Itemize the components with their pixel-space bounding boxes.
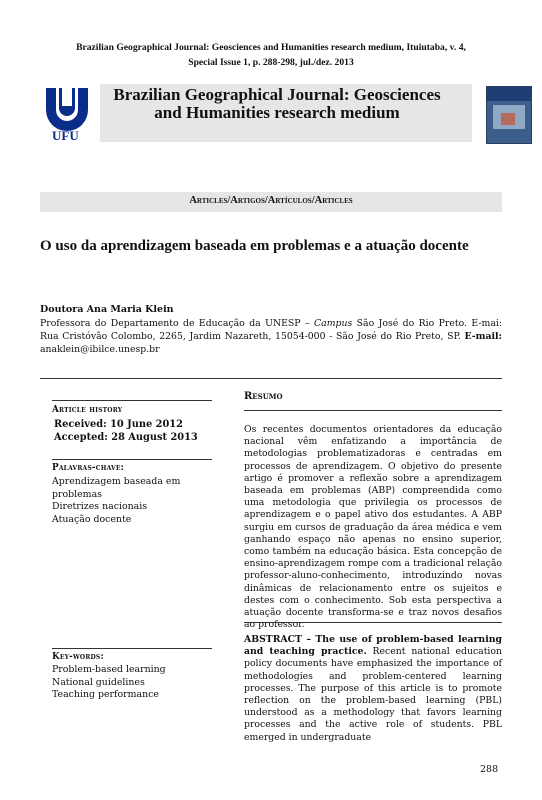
key-words-label: Key-words:: [52, 652, 104, 662]
divider: [52, 459, 212, 460]
email-label: E-mail:: [464, 331, 502, 342]
journal-title: Brazilian Geographical Journal: Geosciences and Humanities research medium: [113, 85, 441, 122]
author-name: Doutora Ana Maria Klein: [40, 304, 174, 315]
logo-text: UFU: [52, 128, 79, 143]
article-history-label: Article history: [52, 405, 123, 415]
affiliation-text: Professora do Departamento de Educação da UNESP –: [40, 318, 315, 329]
page-number: 288: [480, 764, 499, 775]
journal-header: [40, 84, 502, 145]
section-label: Articles/Artigos/Artículos/Articles: [189, 195, 353, 206]
divider: [40, 378, 502, 379]
keyword-item: National guidelines: [52, 676, 145, 688]
divider: [52, 648, 212, 649]
history-dates: [54, 418, 198, 444]
keyword-item: Atuação docente: [52, 513, 132, 525]
divider: [244, 622, 502, 623]
received-date: Received: 10 June 2012: [54, 419, 183, 430]
palavras-chave-label: Palavras-chave:: [52, 463, 125, 473]
email-link[interactable]: anaklein@ibilce.unesp.br: [40, 344, 160, 355]
keyword-item: Diretrizes nacionais: [52, 501, 148, 513]
keyword-item: Problem-based learning: [52, 664, 166, 675]
affiliation-address: São José do Rio Preto. E-mai: Rua Cristóvão Colombo, 2265, Jardim Nazareth, 15054-000 - São José do Rio Preto, SP.: [40, 318, 502, 342]
abstract-text: [244, 634, 502, 744]
resumo-text: Os recentes documentos orientadores da educação nacional vêm enfatizando a importância de metodologias problematizadoras e centradas em processos de aprendizagem. O objetivo do presente artigo é promover a reflexão sobre a aprendizagem baseada em problemas (ABP) compreendida como uma metodologia que privilegia os processos de aprendizagem e o papel ativo dos estudantes. A ABP surgiu em cursos de graduação da área médica e vem ganhando espaço não apenas no ensino superior, como também na educação básica. Esta concepção de ensino-aprendizagem rompe com a tradicional relação professor-aluno-conhecimento, introduzindo novas dinâmicas de relacionamento entre os sujeitos e destes com o conhecimento. Sob esta perspectiva a atuação docente transforma-se e traz novos desafios ao professor.: [244, 424, 502, 631]
accepted-date: Accepted: 28 August 2013: [54, 432, 198, 443]
article-title: O uso da aprendizagem baseada em problemas e a atuação docente: [40, 238, 469, 254]
keyword-item: Aprendizagem baseada em problemas: [52, 476, 181, 500]
affiliation-campus: Campus: [314, 318, 353, 329]
citation-line-2: Special Issue 1, p. 288-298, jul./dez. 2013: [188, 57, 354, 68]
author-affiliation: [40, 317, 502, 356]
key-words-list: [52, 664, 212, 702]
divider: [244, 410, 502, 411]
palavras-chave-list: [52, 476, 212, 526]
abstract-body: Recent national education policy documents have emphasized the importance of methodologies and problem-centered learning processes. The purpose of this article is to promote reflection on the problem-based learning (PBL) understood as a methodology that favors learning processes and the active role of students. PBL emerged in undergraduate: [244, 646, 502, 743]
resumo-heading: Resumo: [244, 391, 283, 402]
journal-cover-thumbnail: [486, 86, 532, 144]
abstract-lead: ABSTRACT – The use of problem-based learning and teaching practice.: [244, 634, 502, 658]
keyword-item: Teaching performance: [52, 689, 159, 701]
journal-citation: [40, 40, 502, 70]
citation-line-1: Brazilian Geographical Journal: Geosciences and Humanities research medium, Ituiutaba, v. 4,: [76, 42, 466, 53]
divider: [52, 400, 212, 401]
